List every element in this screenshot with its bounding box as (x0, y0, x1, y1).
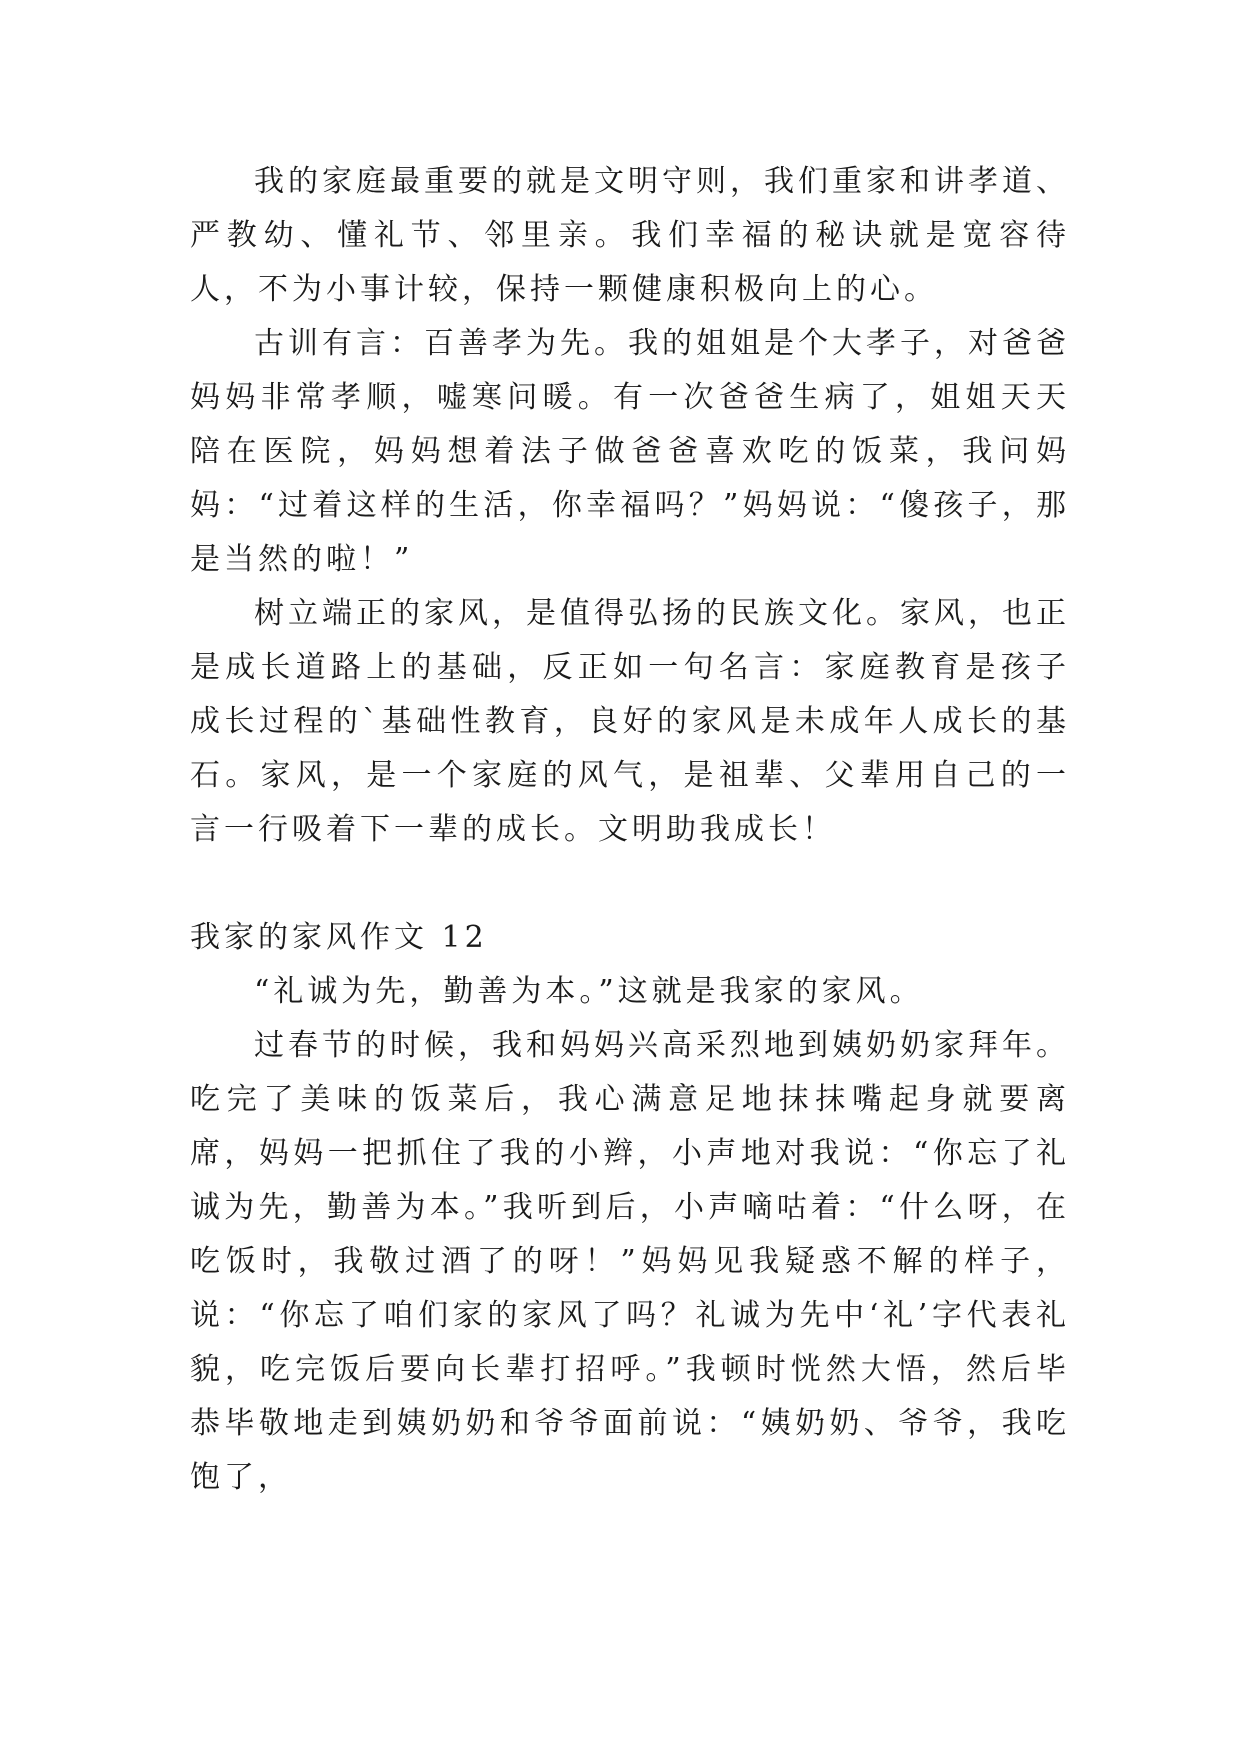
paragraph-spring-festival: 过春节的时候，我和妈妈兴高采烈地到姨奶奶家拜年。吃完了美味的饭菜后，我心满意足地抹抹嘴起身就要离席，妈妈一把抓住了我的小辫，小声地对我说：“你忘了礼诚为先，勤善为本。”我听到后，小声嘀咕着：“什么呀，在吃饭时，我敬过酒了的呀！”妈妈见我疑惑不解的样子，说：“你忘了咱们家的家风了吗？礼诚为先中‘礼’字代表礼貌，吃完饭后要向长辈打招呼。”我顿时恍然大悟，然后毕恭毕敬地走到姨奶奶和爷爷面前说：“姨奶奶、爷爷，我吃饱了， (190, 1028, 1070, 1495)
paragraph-family-rules: 我的家庭最重要的就是文明守则，我们重家和讲孝道、严教幼、懂礼节、邻里亲。我们幸福的秘诀就是宽容待人，不为小事计较，保持一颗健康积极向上的心。 (190, 164, 1070, 307)
paragraph-family-motto: “礼诚为先，勤善为本。”这就是我家的家风。 (254, 974, 924, 1009)
paragraph-filial-piety: 古训有言：百善孝为先。我的姐姐是个大孝子，对爸爸妈妈非常孝顺，嘘寒问暖。有一次爸爸生病了，姐姐天天陪在医院，妈妈想着法子做爸爸喜欢吃的饭菜，我问妈妈：“过着这样的生活，你幸福吗？”妈妈说：“傻孩子，那是当然的啦！” (190, 326, 1070, 577)
document-body (190, 155, 1070, 1505)
paragraph-family-tradition: 树立端正的家风，是值得弘扬的民族文化。家风，也正是成长道路上的基础，反正如一句名言：家庭教育是孩子成长过程的`基础性教育，良好的家风是未成年人成长的基石。家风，是一个家庭的风气，是祖辈、父辈用自己的一言一行吸着下一辈的成长。文明助我成长！ (190, 596, 1070, 847)
section-spacer (190, 857, 1070, 911)
essay-title: 我家的家风作文 12 (190, 920, 488, 955)
